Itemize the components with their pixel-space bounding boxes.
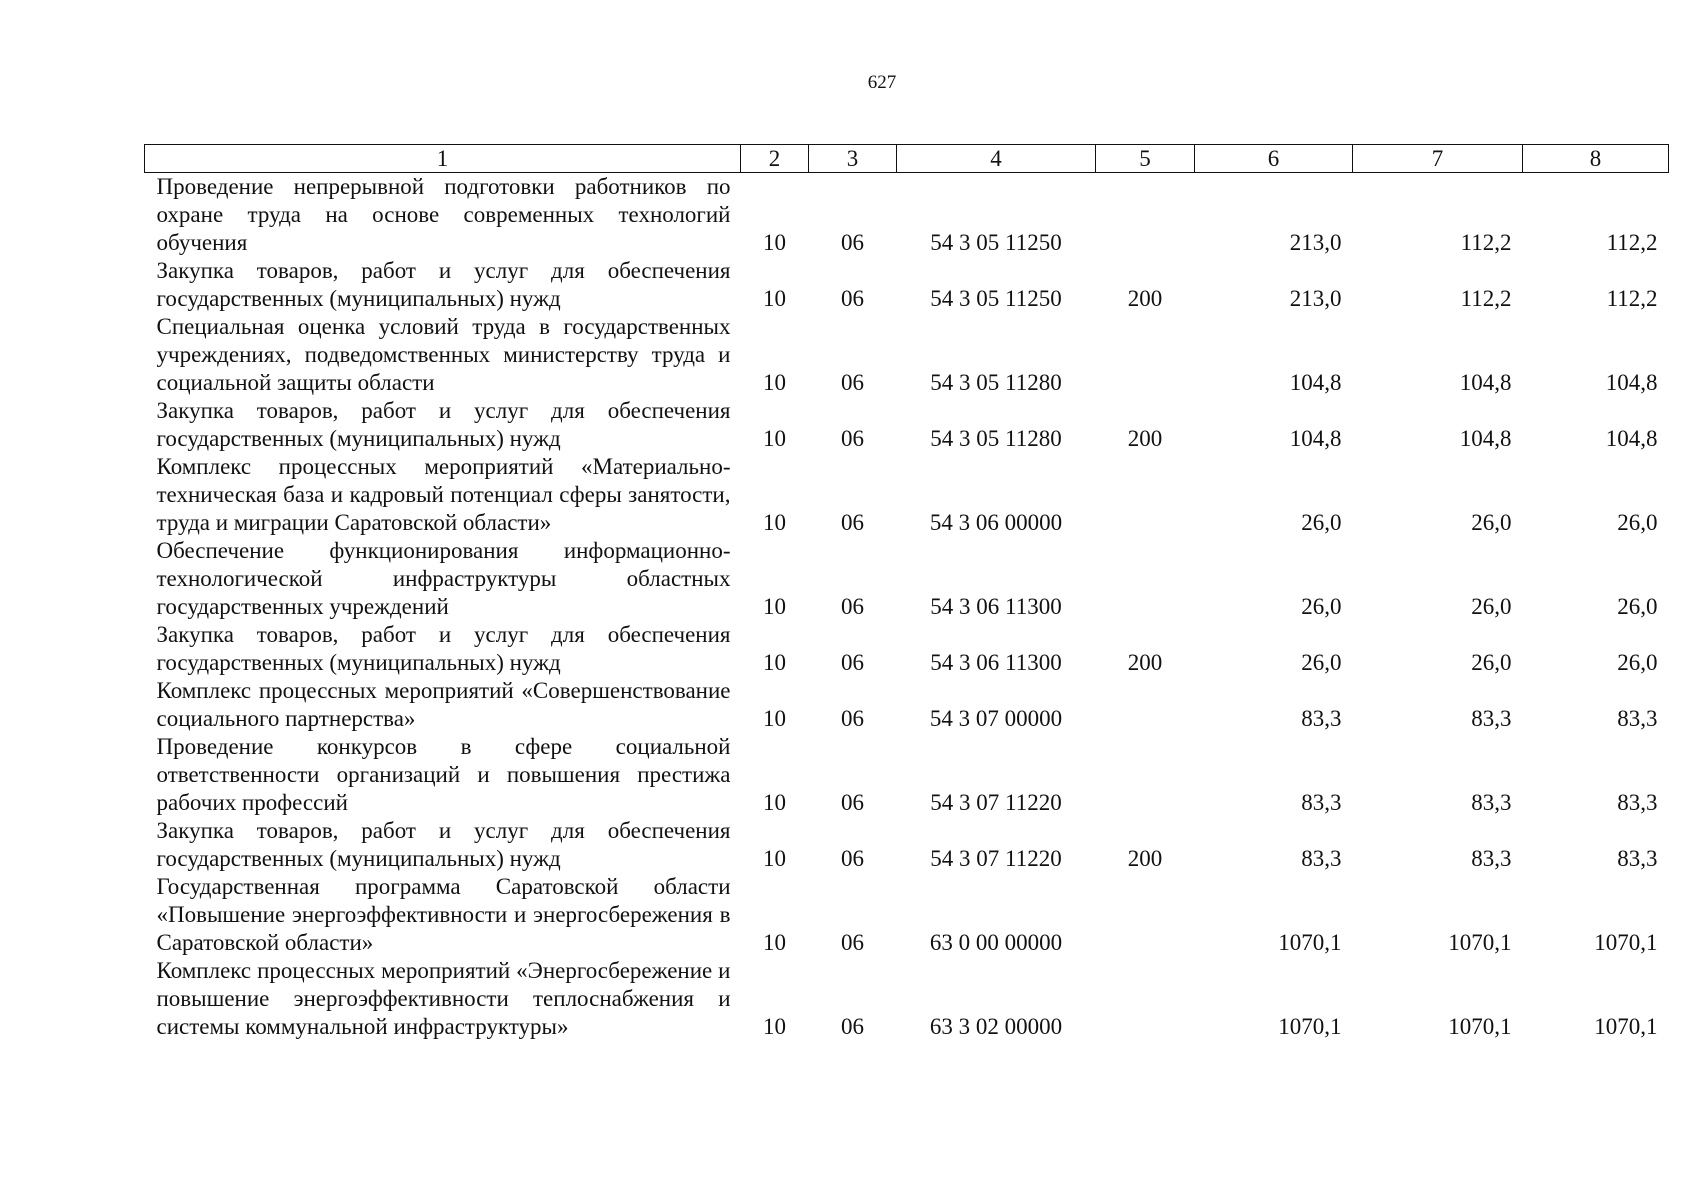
row-target-code: 54 3 05 11250 <box>930 230 1062 255</box>
row-amount-3: 83,3 <box>1617 790 1658 815</box>
row-amount-2: 26,0 <box>1471 650 1512 675</box>
header-row <box>145 145 1669 173</box>
row-expense-type: 200 <box>1127 426 1163 451</box>
row-section: 10 <box>763 230 786 255</box>
row-name: Специальная оценка условий труда в государственных учреждениях, подведомственных министерству труда и социальной защиты области <box>156 314 731 395</box>
row-amount-2: 1070,1 <box>1448 1014 1512 1039</box>
row-amount-3: 112,2 <box>1606 230 1658 255</box>
row-amount-2: 104,8 <box>1459 370 1512 395</box>
row-name: Государственная программа Саратовской области «Повышение энергоэффективности и энергосбережения в Саратовской области» <box>156 874 731 955</box>
row-amount-2: 26,0 <box>1471 594 1512 619</box>
row-amount-3: 1070,1 <box>1594 1014 1658 1039</box>
table-header <box>145 145 1669 173</box>
row-section: 10 <box>763 846 786 871</box>
header-col-5: 5 <box>1096 145 1195 173</box>
header-col-8: 8 <box>1523 145 1669 173</box>
row-amount-2: 83,3 <box>1471 790 1512 815</box>
row-name: Обеспечение функционирования информационно-технологической инфраструктуры областных государственных учреждений <box>156 538 731 619</box>
row-amount-3: 83,3 <box>1617 846 1658 871</box>
row-section: 10 <box>763 426 786 451</box>
header-col-4: 4 <box>897 145 1096 173</box>
row-subsection: 06 <box>841 1014 864 1039</box>
row-target-code: 54 3 05 11280 <box>930 370 1062 395</box>
row-amount-2: 83,3 <box>1471 706 1512 731</box>
row-amount-1: 26,0 <box>1301 650 1342 675</box>
row-amount-3: 26,0 <box>1617 594 1658 619</box>
row-section: 10 <box>763 1014 786 1039</box>
row-amount-1: 1070,1 <box>1278 930 1342 955</box>
row-target-code: 63 0 00 00000 <box>929 930 1063 955</box>
budget-table <box>144 144 1669 1041</box>
row-target-code: 54 3 05 11280 <box>930 426 1062 451</box>
row-subsection: 06 <box>841 510 864 535</box>
row-target-code: 54 3 05 11250 <box>930 286 1062 311</box>
row-section: 10 <box>763 790 786 815</box>
row-name: Проведение конкурсов в сфере социальной ответственности организаций и повышения престижа рабочих профессий <box>156 734 731 815</box>
table-row <box>145 817 1669 873</box>
row-amount-2: 1070,1 <box>1448 930 1512 955</box>
table-row <box>145 313 1669 397</box>
row-expense-type <box>1096 313 1195 397</box>
table-row <box>145 957 1669 1041</box>
row-subsection: 06 <box>841 370 864 395</box>
row-section: 10 <box>763 930 786 955</box>
row-amount-3: 1070,1 <box>1594 930 1658 955</box>
row-subsection: 06 <box>841 706 864 731</box>
row-expense-type <box>1096 873 1195 957</box>
row-name: Комплекс процессных мероприятий «Материально-техническая база и кадровый потенциал сферы занятости, труда и миграции Саратовской области» <box>156 454 731 535</box>
row-target-code: 63 3 02 00000 <box>929 1014 1063 1039</box>
row-name: Комплекс процессных мероприятий «Энергосбережение и повышение энергоэффективности теплоснабжения и системы коммунальной инфраструктуры» <box>156 958 731 1039</box>
row-amount-2: 26,0 <box>1471 510 1512 535</box>
row-subsection: 06 <box>841 650 864 675</box>
row-subsection: 06 <box>841 286 864 311</box>
row-expense-type <box>1096 677 1195 733</box>
table-row <box>145 677 1669 733</box>
table-row <box>145 873 1669 957</box>
row-amount-3: 83,3 <box>1617 706 1658 731</box>
row-amount-1: 26,0 <box>1301 510 1342 535</box>
table-row <box>145 257 1669 313</box>
row-target-code: 54 3 06 11300 <box>930 650 1062 675</box>
table-row <box>145 173 1669 258</box>
row-subsection: 06 <box>841 790 864 815</box>
row-amount-1: 213,0 <box>1289 230 1342 255</box>
header-col-1: 1 <box>145 145 741 173</box>
row-subsection: 06 <box>841 594 864 619</box>
header-col-2: 2 <box>741 145 809 173</box>
row-name: Закупка товаров, работ и услуг для обеспечения государственных (муниципальных) нужд <box>156 398 731 451</box>
row-amount-1: 104,8 <box>1289 426 1342 451</box>
row-expense-type <box>1096 733 1195 817</box>
row-expense-type <box>1096 173 1195 258</box>
table-row <box>145 453 1669 537</box>
row-section: 10 <box>763 594 786 619</box>
row-section: 10 <box>763 286 786 311</box>
row-section: 10 <box>763 510 786 535</box>
row-target-code: 54 3 06 11300 <box>930 594 1062 619</box>
row-target-code: 54 3 07 11220 <box>930 790 1062 815</box>
row-subsection: 06 <box>841 930 864 955</box>
row-expense-type: 200 <box>1127 286 1163 311</box>
row-amount-2: 112,2 <box>1460 230 1512 255</box>
row-name: Комплекс процессных мероприятий «Совершенствование социального партнерства» <box>156 678 731 731</box>
row-amount-3: 26,0 <box>1617 650 1658 675</box>
row-name: Закупка товаров, работ и услуг для обеспечения государственных (муниципальных) нужд <box>156 622 731 675</box>
row-amount-1: 26,0 <box>1301 594 1342 619</box>
row-subsection: 06 <box>841 846 864 871</box>
table-row <box>145 537 1669 621</box>
row-amount-1: 83,3 <box>1301 846 1342 871</box>
row-amount-2: 112,2 <box>1460 286 1512 311</box>
row-amount-1: 213,0 <box>1289 286 1342 311</box>
header-col-6: 6 <box>1195 145 1353 173</box>
row-target-code: 54 3 06 00000 <box>929 510 1063 535</box>
row-amount-3: 104,8 <box>1605 370 1658 395</box>
row-expense-type <box>1096 453 1195 537</box>
row-target-code: 54 3 07 11220 <box>930 846 1062 871</box>
row-name: Проведение непрерывной подготовки работников по охране труда на основе современных технологий обучения <box>156 174 731 255</box>
row-name: Закупка товаров, работ и услуг для обеспечения государственных (муниципальных) нужд <box>156 818 731 871</box>
row-amount-1: 1070,1 <box>1278 1014 1342 1039</box>
row-expense-type: 200 <box>1127 650 1163 675</box>
row-section: 10 <box>763 650 786 675</box>
table-row <box>145 397 1669 453</box>
row-name: Закупка товаров, работ и услуг для обеспечения государственных (муниципальных) нужд <box>156 258 731 311</box>
page-number: 627 <box>867 72 897 93</box>
row-amount-2: 83,3 <box>1471 846 1512 871</box>
row-expense-type <box>1096 957 1195 1041</box>
header-col-7: 7 <box>1353 145 1523 173</box>
header-col-3: 3 <box>809 145 897 173</box>
row-amount-1: 104,8 <box>1289 370 1342 395</box>
table-body <box>145 173 1669 1042</box>
row-section: 10 <box>763 706 786 731</box>
row-expense-type <box>1096 537 1195 621</box>
row-amount-3: 26,0 <box>1617 510 1658 535</box>
row-section: 10 <box>763 370 786 395</box>
row-amount-3: 104,8 <box>1605 426 1658 451</box>
row-subsection: 06 <box>841 230 864 255</box>
row-subsection: 06 <box>841 426 864 451</box>
row-amount-3: 112,2 <box>1606 286 1658 311</box>
row-amount-2: 104,8 <box>1459 426 1512 451</box>
table-row <box>145 733 1669 817</box>
row-amount-1: 83,3 <box>1301 706 1342 731</box>
table-row <box>145 621 1669 677</box>
row-target-code: 54 3 07 00000 <box>929 706 1063 731</box>
row-expense-type: 200 <box>1127 846 1163 871</box>
row-amount-1: 83,3 <box>1301 790 1342 815</box>
